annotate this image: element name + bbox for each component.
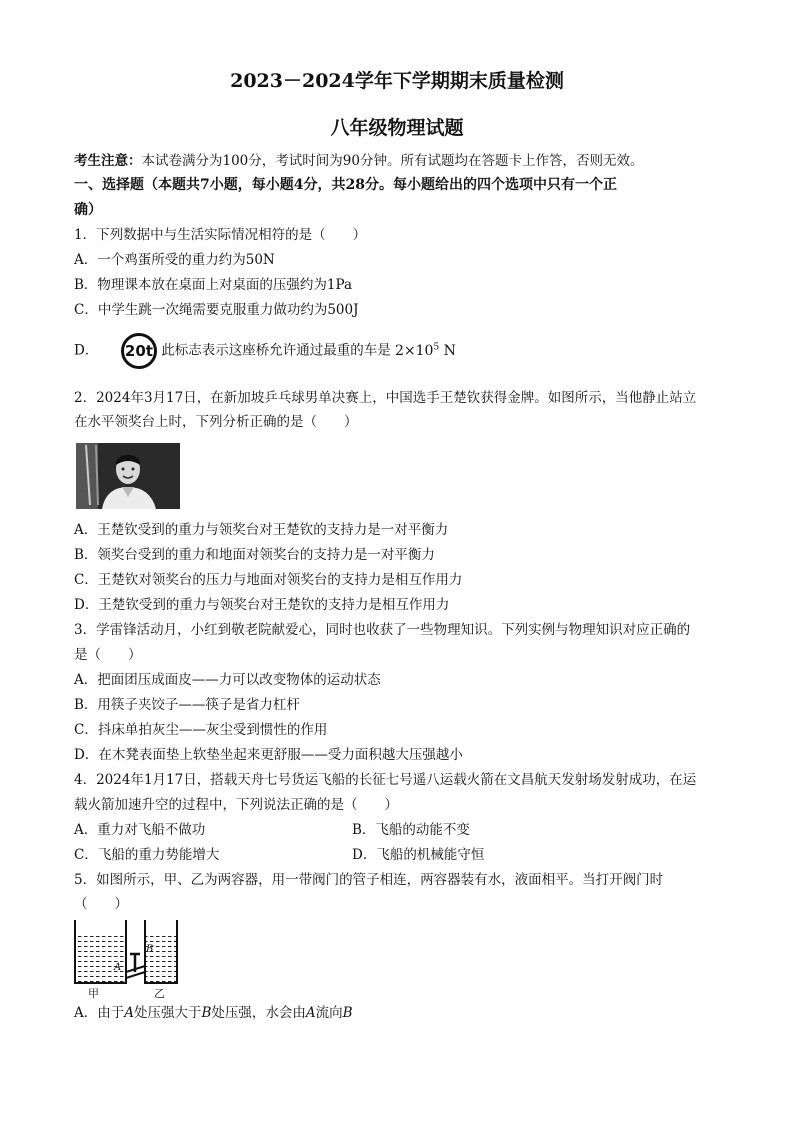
q5-option-a: [74, 1001, 353, 1021]
q2-option-c: C．王楚钦对领奖台的压力与地面对领奖台的支持力是相互作用力: [74, 572, 463, 588]
q2-stem-line2: 在水平领奖台上时，下列分析正确的是（ ）: [74, 414, 358, 430]
q5-a-mid2: 处压强，水会由: [211, 1005, 306, 1021]
connected-containers-figure: [72, 914, 184, 1000]
q1-option-a: A．一个鸡蛋所受的重力约为50N: [74, 252, 275, 268]
q3-stem-line1: 3．学雷锋活动月，小红到敬老院献爱心，同时也收获了一些物理知识。下列实例与物理知识对应正确的: [74, 622, 691, 638]
q4-stem-line2: 载火箭加速升空的过程中，下列说法正确的是（ ）: [74, 797, 398, 813]
q5-a-v4: B: [342, 1005, 353, 1021]
q1-d-prefix: D．: [74, 342, 99, 359]
q3-option-d: D．在木凳表面垫上软垫坐起来更舒服——受力面积越大压强越小: [74, 747, 463, 763]
fig-label-b: B: [146, 944, 154, 955]
q3-option-a: A．把面团压成面皮——力可以改变物体的运动状态: [74, 672, 381, 688]
q5-a-mid3: 流向: [315, 1005, 343, 1021]
q1-d-exp: 5: [433, 341, 440, 352]
q2-option-a: A．王楚钦受到的重力与领奖台对王楚钦的支持力是一对平衡力: [74, 522, 449, 538]
section-heading-line2: 确）: [74, 202, 102, 218]
q1-stem: 1．下列数据中与生活实际情况相符的是（ ）: [74, 227, 367, 243]
q1-option-b: B．物理课本放在桌面上对桌面的压强约为1Pa: [74, 277, 353, 293]
q5-stem-line1: 5．如图所示，甲、乙为两容器，用一带阀门的管子相连，两容器装有水，液面相平。当打开阀门时: [74, 872, 664, 888]
q4-option-d: D．飞船的机械能守恒: [352, 847, 485, 863]
q4-stem-line1: 4．2024年1月17日，搭载天舟七号货运飞船的长征七号遥八运载火箭在文昌航天发射场发射成功，在运: [74, 772, 697, 788]
q4-option-a: A．重力对飞船不做功: [74, 822, 206, 838]
exam-subtitle: 八年级物理试题: [330, 117, 464, 139]
q2-option-b: B．领奖台受到的重力和地面对领奖台的支持力是一对平衡力: [74, 547, 435, 563]
q5-a-pre: A．由于: [74, 1005, 125, 1021]
notice-label: 考生注意：: [74, 153, 142, 169]
q5-a-mid1: 处压强大于: [134, 1005, 202, 1021]
q1-d-unit: N: [443, 342, 456, 359]
q3-stem-line2: 是（ ）: [74, 647, 142, 663]
q4-option-b: B．飞船的动能不变: [352, 822, 470, 838]
q3-option-b: B．用筷子夹饺子——筷子是省力杠杆: [74, 697, 300, 713]
q5-a-v1: A: [124, 1005, 134, 1021]
q3-option-c: C．抖床单拍灰尘——灰尘受到惯性的作用: [74, 722, 328, 738]
athlete-photo: [76, 443, 180, 509]
q1-d-text: 此标志表示这座桥允许通过最重的车是: [161, 342, 391, 359]
q1-option-d: [74, 333, 456, 369]
exam-title: 2023－2024学年下学期期末质量检测: [230, 70, 564, 92]
q2-stem-line1: 2．2024年3月17日，在新加坡乒乓球男单决赛上，中国选手王楚钦获得金牌。如图所示，当他静止站立: [74, 390, 697, 406]
notice: [74, 149, 643, 169]
fig-label-a: A: [114, 962, 122, 973]
q4-option-c: C．飞船的重力势能增大: [74, 847, 220, 863]
fig-label-jia: 甲: [88, 987, 99, 1000]
q2-option-d: D．王楚钦受到的重力与领奖台对王楚钦的支持力是相互作用力: [74, 597, 450, 613]
weight-limit-sign-icon: 20t: [121, 333, 157, 369]
section-heading-line1: 一、选择题（本题共7小题，每小题4分，共28分。每小题给出的四个选项中只有一个正: [74, 177, 617, 193]
q1-d-value: 2×10: [395, 342, 434, 359]
fig-label-yi: 乙: [154, 987, 165, 1000]
q5-a-v3: A: [305, 1005, 316, 1021]
q5-stem-line2: （ ）: [74, 896, 128, 912]
q1-option-c: C．中学生跳一次绳需要克服重力做功约为500J: [74, 302, 359, 318]
notice-text: 本试卷满分为100分，考试时间为90分钟。所有试题均在答题卡上作答，否则无效。: [141, 153, 644, 169]
q5-a-v2: B: [201, 1005, 212, 1021]
